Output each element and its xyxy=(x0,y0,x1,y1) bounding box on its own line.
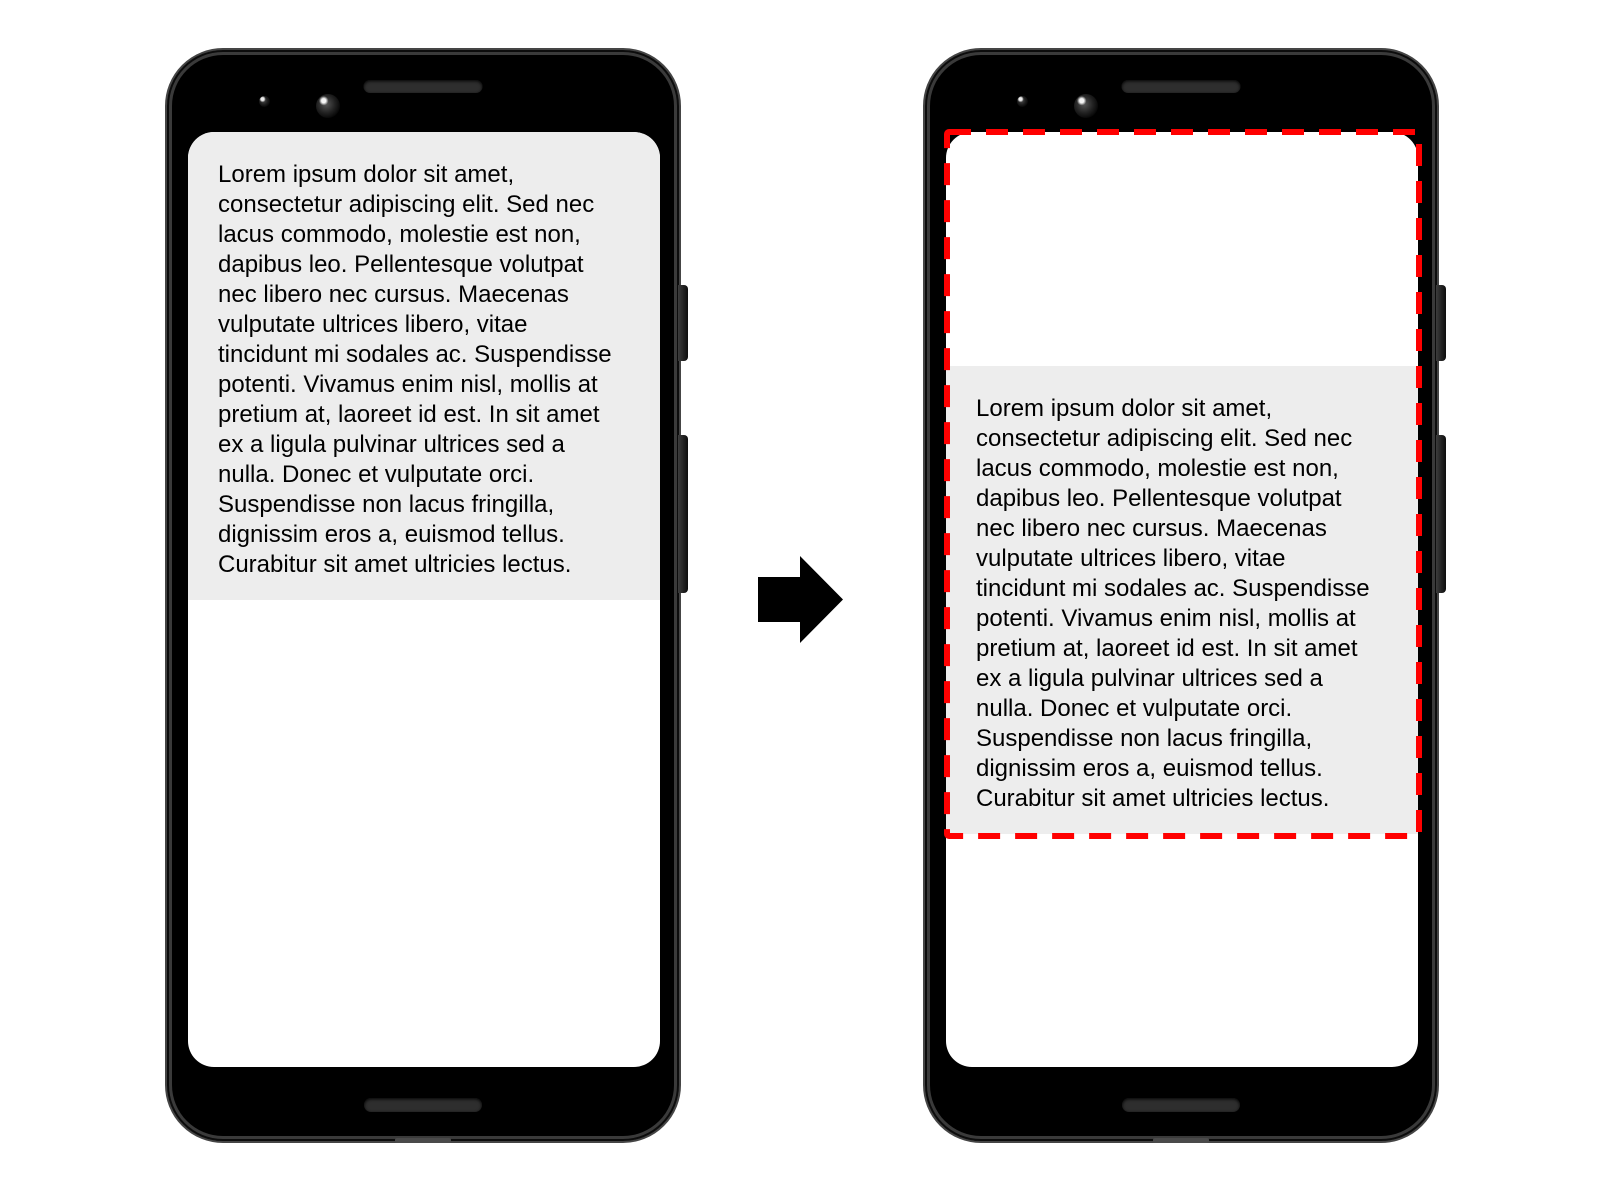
text-line: tincidunt mi sodales ac. Suspendisse xyxy=(218,341,612,368)
phone-mockup-before xyxy=(165,48,681,1143)
text-line: consectetur adipiscing elit. Sed nec xyxy=(218,191,595,218)
text-line: nulla. Donec et vulputate orci. xyxy=(976,695,1293,722)
text-line: Lorem ipsum dolor sit amet, xyxy=(976,395,1273,422)
earpiece-speaker xyxy=(364,80,483,93)
text-line: consectetur adipiscing elit. Sed nec xyxy=(976,425,1353,452)
text-line: nec libero nec cursus. Maecenas xyxy=(218,281,569,308)
text-line: vulputate ultrices libero, vitae xyxy=(976,545,1286,572)
phone-screen-before xyxy=(188,132,660,1067)
text-line: ex a ligula pulvinar ultrices sed a xyxy=(976,665,1323,692)
text-line: potenti. Vivamus enim nisl, mollis at xyxy=(976,605,1356,632)
bottom-antenna-band xyxy=(1153,1138,1209,1143)
text-line: dapibus leo. Pellentesque volutpat xyxy=(218,251,584,278)
text-line: nec libero nec cursus. Maecenas xyxy=(976,515,1327,542)
front-camera-large-icon xyxy=(316,94,340,118)
front-camera-large-icon xyxy=(1074,94,1098,118)
bottom-speaker xyxy=(1122,1098,1240,1112)
volume-button xyxy=(1436,435,1446,593)
bottom-speaker xyxy=(364,1098,482,1112)
text-line: Curabitur sit amet ultricies lectus. xyxy=(218,551,572,578)
front-camera-small-icon xyxy=(1017,96,1028,107)
arrow-right-icon xyxy=(758,556,843,643)
phone-screen-after xyxy=(946,132,1418,1067)
text-line: lacus commodo, molestie est non, xyxy=(218,221,581,248)
text-line: tincidunt mi sodales ac. Suspendisse xyxy=(976,575,1370,602)
text-line: nulla. Donec et vulputate orci. xyxy=(218,461,535,488)
text-line: potenti. Vivamus enim nisl, mollis at xyxy=(218,371,598,398)
text-line: Lorem ipsum dolor sit amet, xyxy=(218,161,515,188)
text-line: lacus commodo, molestie est non, xyxy=(976,455,1339,482)
text-line: Suspendisse non lacus fringilla, xyxy=(976,725,1313,752)
text-line: dignissim eros a, euismod tellus. xyxy=(218,521,565,548)
text-line: dapibus leo. Pellentesque volutpat xyxy=(976,485,1342,512)
volume-button xyxy=(678,435,688,593)
bottom-antenna-band xyxy=(395,1138,451,1143)
text-line: pretium at, laoreet id est. In sit amet xyxy=(976,635,1358,662)
phone-mockup-after xyxy=(923,48,1439,1143)
text-line: Curabitur sit amet ultricies lectus. xyxy=(976,785,1330,812)
text-line: dignissim eros a, euismod tellus. xyxy=(976,755,1323,782)
arrow-right-shape xyxy=(758,556,843,643)
power-button xyxy=(678,285,688,361)
paragraph-after xyxy=(976,394,1388,814)
content-panel-after xyxy=(946,366,1418,834)
earpiece-speaker xyxy=(1122,80,1241,93)
front-camera-small-icon xyxy=(259,96,270,107)
text-line: ex a ligula pulvinar ultrices sed a xyxy=(218,431,565,458)
power-button xyxy=(1436,285,1446,361)
paragraph-before xyxy=(218,160,630,580)
text-line: pretium at, laoreet id est. In sit amet xyxy=(218,401,600,428)
content-panel-before xyxy=(188,132,660,600)
text-line: vulputate ultrices libero, vitae xyxy=(218,311,528,338)
text-line: Suspendisse non lacus fringilla, xyxy=(218,491,555,518)
